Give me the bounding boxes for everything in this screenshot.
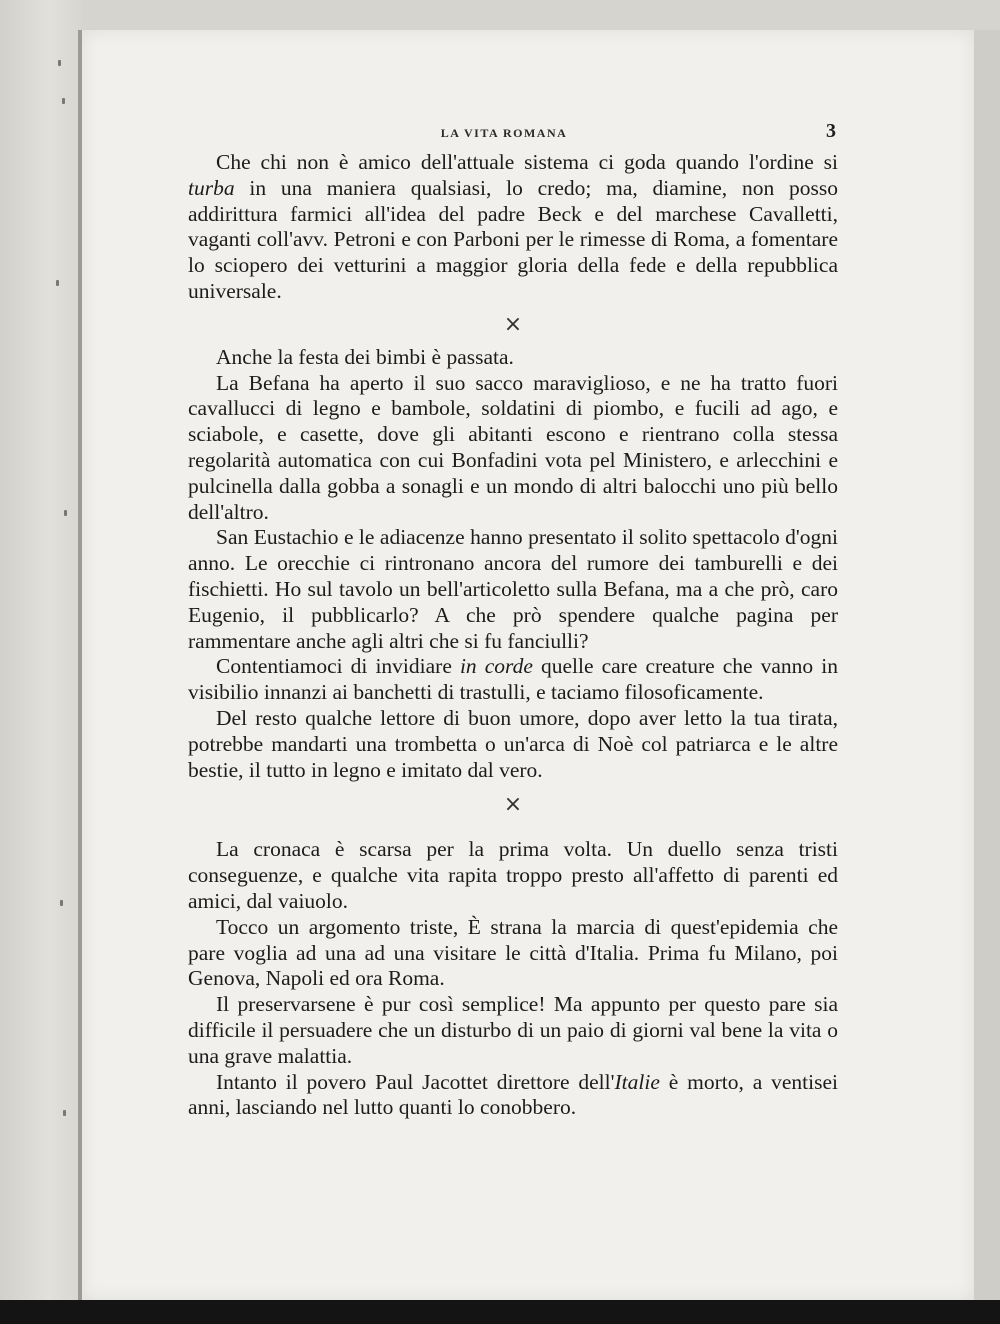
paragraph-text-pre: Intanto il povero Paul Jacottet direttore dell' <box>216 1069 615 1094</box>
paragraph-text-post: è morto, a ventisei anni, lasciando nel lutto quanti lo conobbero. <box>188 1069 838 1120</box>
margin-specks <box>50 50 80 1250</box>
paragraph-text-post: quelle care creature che vanno in visibilio innanzi ai banchetti di trastulli, e taciamo filosoficamente. <box>188 654 838 705</box>
scan-top-strip <box>0 0 1000 30</box>
paragraph-text-pre: Contentiamoci di invidiare <box>216 654 460 679</box>
paragraph <box>188 654 838 706</box>
paragraph-text-pre: Che chi non è amico dell'attuale sistema ci goda quando l'ordine si <box>216 150 838 174</box>
paragraph: Tocco un argomento triste, È strana la marcia di quest'epidemia che pare voglia ad una ad una visitare le città d'Italia. Prima fu Milano, poi Genova, Napoli ed ora Roma. <box>188 914 838 991</box>
page-body <box>188 150 838 1121</box>
section-2 <box>188 345 838 784</box>
paragraph: Il preservarsene è pur così semplice! Ma appunto per questo pare sia difficile il persuadere che un disturbo di un paio di giorni val bene la vita o una grave malattia. <box>188 992 838 1068</box>
section-separator: × <box>503 792 523 818</box>
italic-phrase: in corde <box>459 654 533 679</box>
paragraph: La Befana ha aperto il suo sacco maraviglioso, e ne ha tratto fuori cavallucci di legno e bambole, soldatini di piombo, e fucili ad ago, e sciabole, e casette, dove gli abitanti escono e rientrano colla stessa regolarità automatica con cui Bonfadini vota pel Ministero, e arlecchini e pulcinella dalla gobba a sonagli e un mondo di altri balocchi uno più bello dell'altro. <box>188 370 838 524</box>
section-1 <box>188 150 838 305</box>
paragraph: San Eustachio e le adiacenze hanno presentato il solito spettacolo d'ogni anno. Le orecchie ci rintronano ancora del rumore dei tamburelli e dei fischietti. Ho sul tavolo un bell'articoletto sulla Befana, ma a che prò, caro Eugenio, il pubblicarlo? A che prò spendere qualche pagina per rammentare anche agli altri che si fu fanciulli? <box>188 525 838 653</box>
scan-bottom-band <box>0 1300 1000 1324</box>
paragraph: La cronaca è scarsa per la prima volta. Un duello senza tristi conseguenze, e qualche vita rapita troppo presto all'affetto di parenti ed amici, dal vaiuolo. <box>188 837 838 913</box>
running-title: LA VITA ROMANA <box>440 126 568 140</box>
italic-word: turba <box>188 175 235 200</box>
section-3 <box>188 837 838 1121</box>
section-separator: × <box>503 311 523 337</box>
scan-right-strip <box>974 30 1000 1300</box>
paragraph-text-post: in una maniera qualsiasi, lo credo; ma, diamine, non posso addirittura farmici all'idea del padre Beck e del marchese Cavalletti, vaganti coll'avv. Petroni e con Parboni per le rimesse di Roma, a fomentare lo sciopero dei vetturini a maggior gloria della fede e della repubblica universale. <box>188 175 838 303</box>
paragraph: Anche la festa dei bimbi è passata. <box>216 344 514 369</box>
page-number: 3 <box>826 120 836 142</box>
italic-word: Italie <box>614 1069 660 1094</box>
paragraph <box>188 150 838 305</box>
paragraph: Del resto qualche lettore di buon umore, dopo aver letto la tua tirata, potrebbe mandarti una trombetta o un'arca di Noè col patriarca e le altre bestie, il tutto in legno e imitato dal vero. <box>188 705 838 782</box>
paragraph <box>188 1070 838 1122</box>
